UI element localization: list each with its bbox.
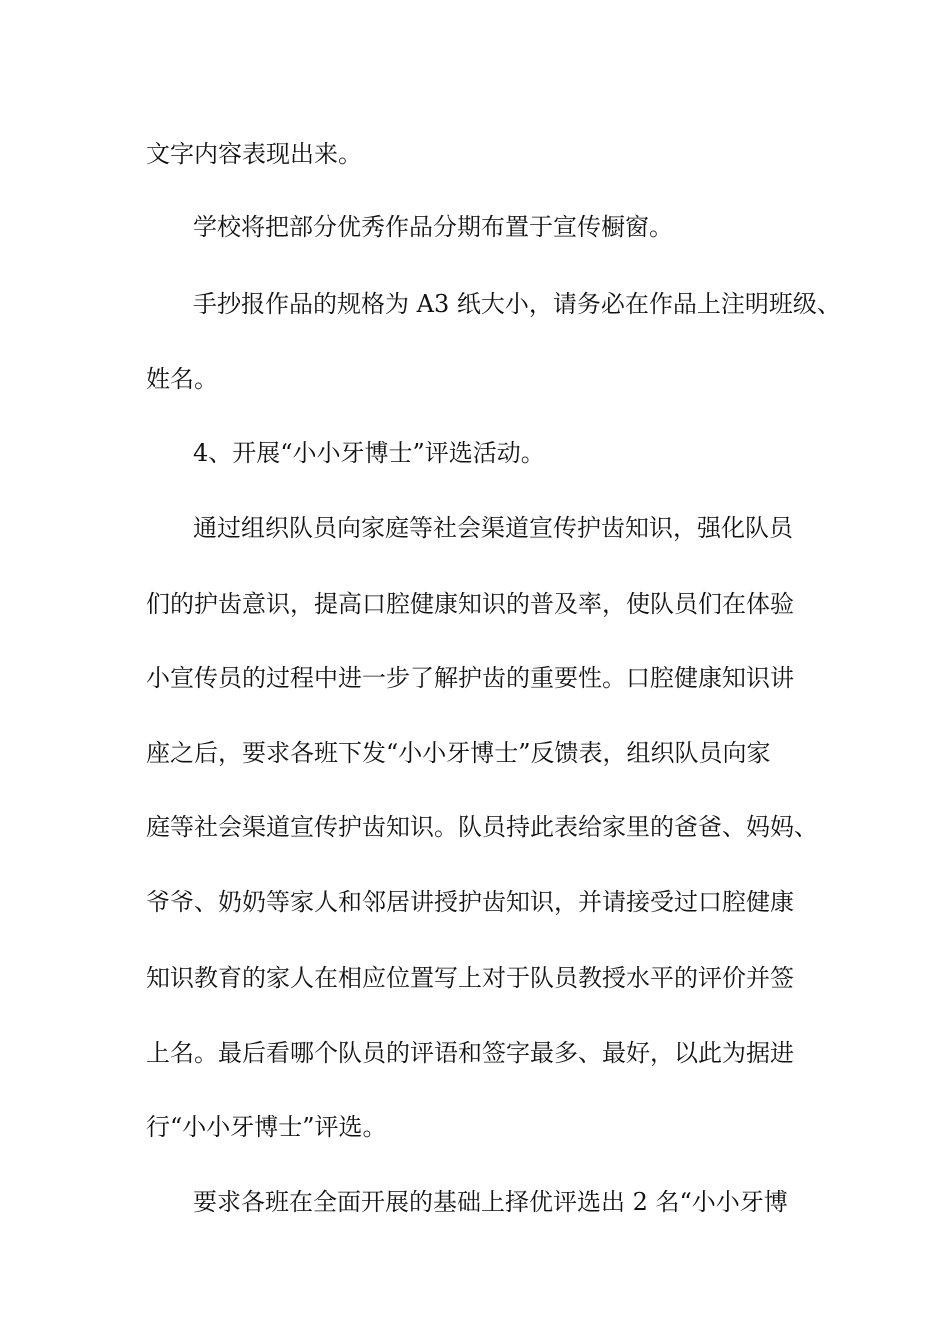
paragraph-line: 小宣传员的过程中进一步了解护齿的重要性。口腔健康知识讲 (146, 664, 794, 692)
paragraph-line: 要求各班在全面开展的基础上择优评选出 2 名“小小牙博 (193, 1188, 788, 1216)
paragraph-line: 庭等社会渠道宣传护齿知识。队员持此表给家里的爸爸、妈妈、 (146, 813, 818, 841)
section-heading: 4、开展“小小牙博士”评选活动。 (193, 439, 545, 467)
paragraph-line: 们的护齿意识，提高口腔健康知识的普及率，使队员们在体验 (146, 590, 794, 618)
paragraph-line: 手抄报作品的规格为 A3 纸大小，请务必在作品上注明班级、 (193, 290, 841, 318)
paragraph-line: 座之后，要求各班下发“小小牙博士”反馈表，组织队员向家 (146, 739, 771, 767)
paragraph-line: 爷爷、奶奶等家人和邻居讲授护齿知识，并请接受过口腔健康 (146, 888, 794, 916)
paragraph-line: 通过组织队员向家庭等社会渠道宣传护齿知识，强化队员 (193, 514, 793, 542)
paragraph-line: 姓名。 (146, 365, 218, 393)
paragraph-line: 行“小小牙博士”评选。 (146, 1113, 387, 1141)
paragraph-line: 文字内容表现出来。 (146, 140, 362, 168)
paragraph-line: 知识教育的家人在相应位置写上对于队员教授水平的评价并签 (146, 964, 794, 992)
paragraph-line: 上名。最后看哪个队员的评语和签字最多、最好，以此为据进 (146, 1039, 794, 1067)
paragraph-line: 学校将把部分优秀作品分期布置于宣传橱窗。 (193, 213, 673, 241)
